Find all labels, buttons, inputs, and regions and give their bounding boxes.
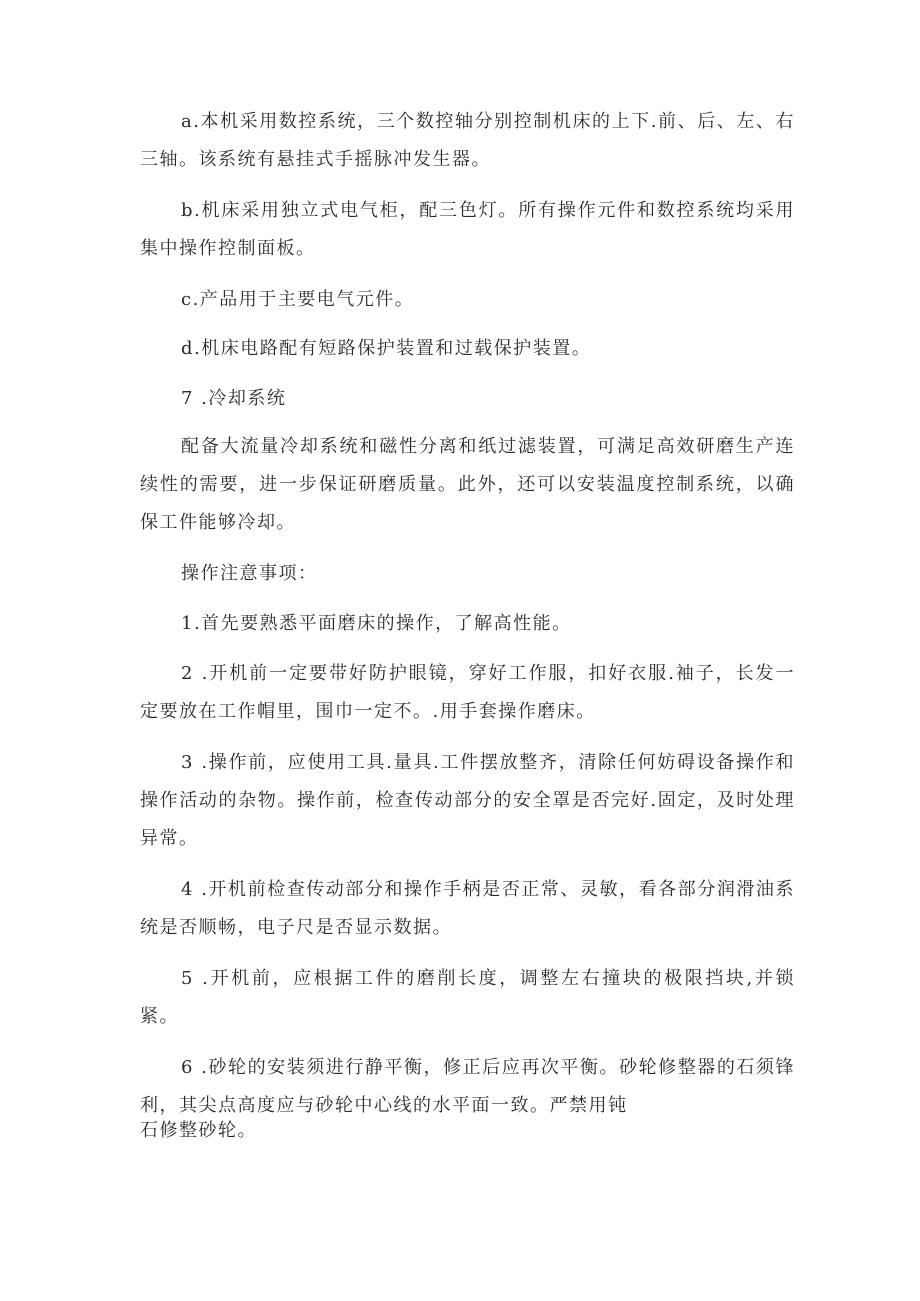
list-item-precaution-5: 5 .开机前，应根据工件的磨削长度，调整左右撞块的极限挡块,并锁紧。 <box>140 968 795 1027</box>
paragraph-electrical-components: c.产品用于主要电气元件。 <box>181 289 415 310</box>
list-item-precaution-2: 2 .开机前一定要带好防护眼镜，穿好工作服，扣好衣服.袖子，长发一定要放在工作帽里，围巾一定不。.用手套操作磨床。 <box>140 663 795 722</box>
paragraph-circuit-protection: d.机床电路配有短路保护装置和过载保护装置。 <box>181 338 592 359</box>
paragraph-electrical-cabinet: b.机床采用独立式电气柜，配三色灯。所有操作元件和数控系统均采用集中操作控制面板。 <box>140 200 795 259</box>
paragraph-numerical-control: a.本机采用数控系统，三个数控轴分别控制机床的上下.前、后、左、右三轴。该系统有悬挂式手摇脉冲发生器。 <box>140 111 795 170</box>
section-heading-precautions: 操作注意事项： <box>181 563 318 584</box>
list-item-precaution-6: 6 .砂轮的安装须进行静平衡，修正后应再次平衡。砂轮修整器的石须锋利，其尖点高度应与砂轮中心线的水平面一致。严禁用钝 <box>140 1057 795 1116</box>
list-item-precaution-6-continued: 石修整砂轮。 <box>140 1120 257 1141</box>
section-heading-cooling-system: 7 .冷却系统 <box>181 388 287 409</box>
paragraph-cooling-system: 配备大流量冷却系统和磁性分离和纸过滤装置，可满足高效研磨生产连续性的需要，进一步保证研磨质量。此外，还可以安装温度控制系统，以确保工件能够冷却。 <box>140 436 795 533</box>
list-item-precaution-1: 1.首先要熟悉平面磨床的操作，了解高性能。 <box>181 613 572 634</box>
list-item-precaution-4: 4 .开机前检查传动部分和操作手柄是否正常、灵敏，看各部分润滑油系统是否顺畅，电子尺是否显示数据。 <box>140 879 795 938</box>
list-item-precaution-3: 3 .操作前，应使用工具.量具.工件摆放整齐，清除任何妨碍设备操作和操作活动的杂物。操作前，检查传动部分的安全罩是否完好.固定，及时处理异常。 <box>140 752 795 849</box>
